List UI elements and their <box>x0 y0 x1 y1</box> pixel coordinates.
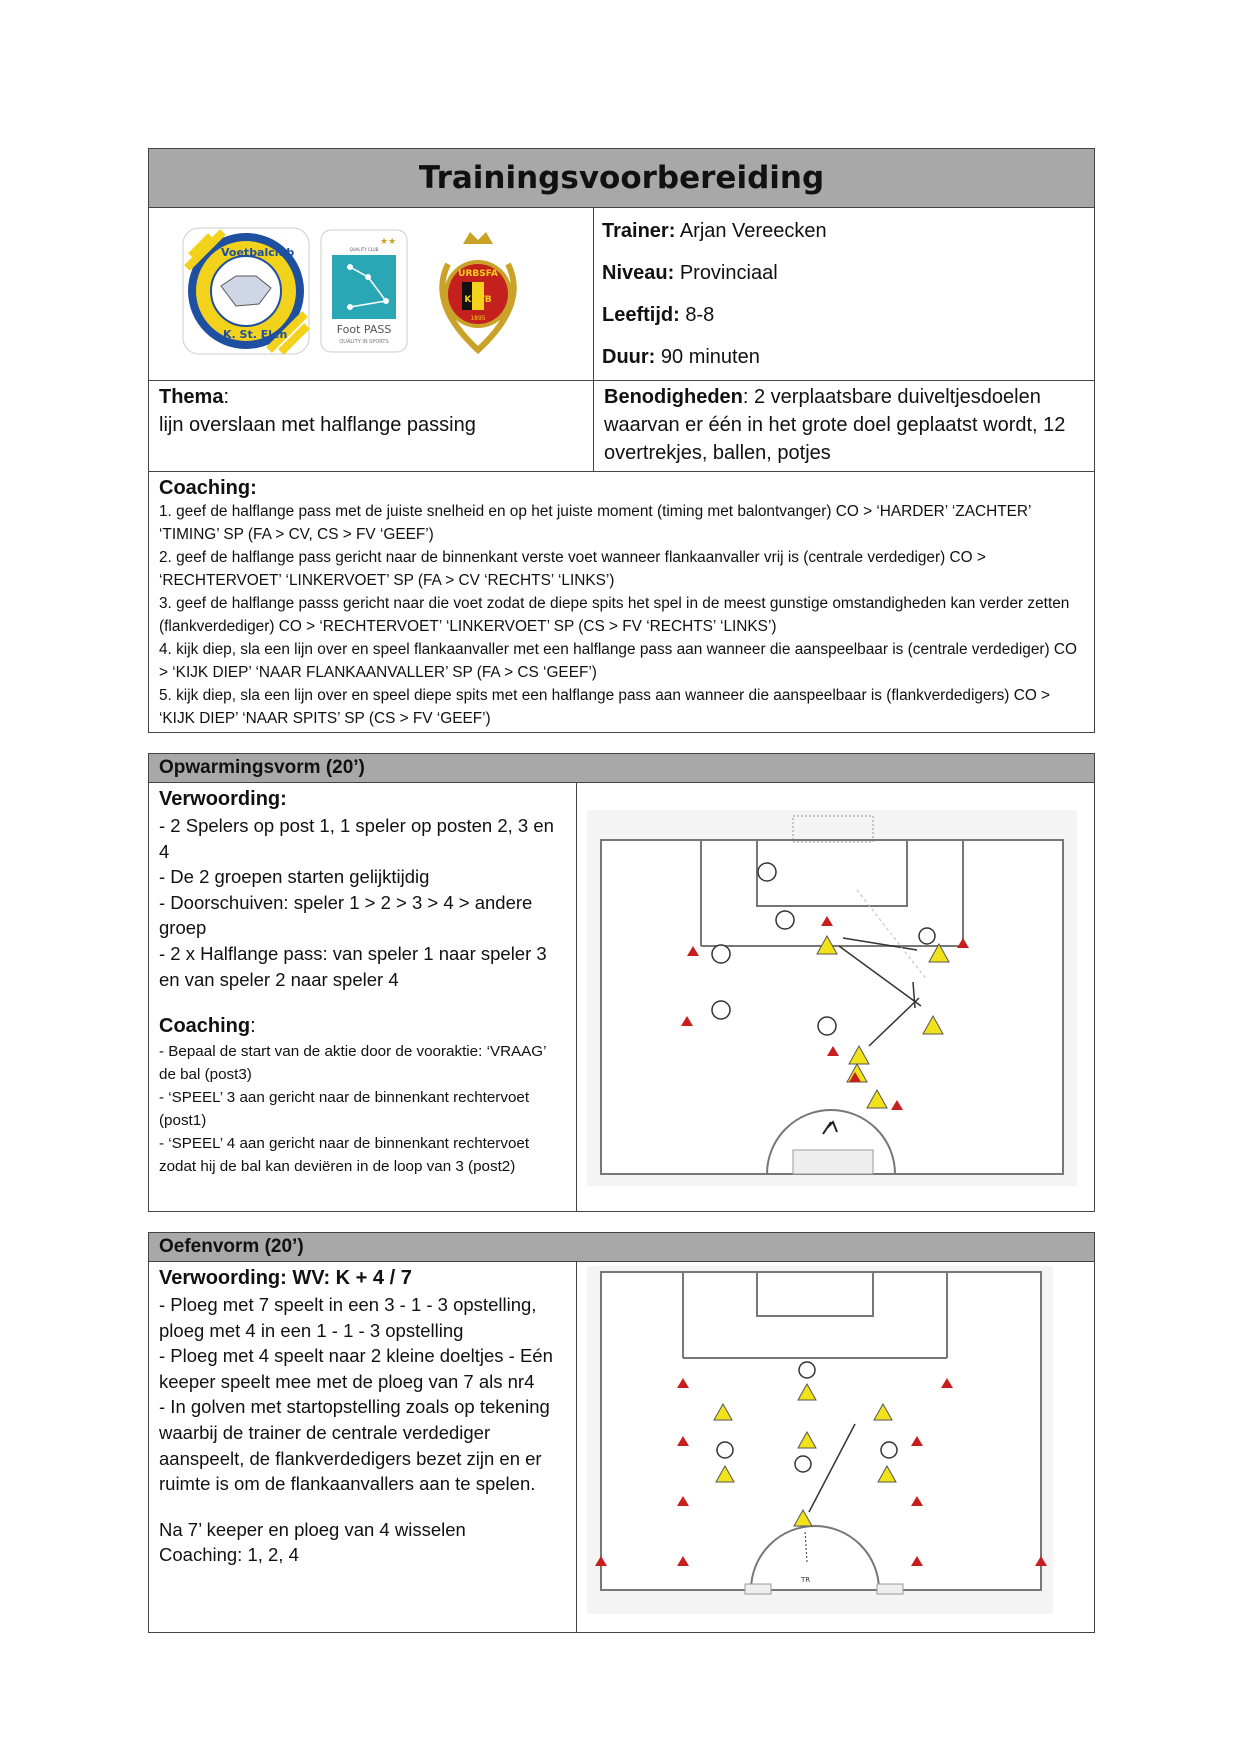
warmup-verwoording-title: Verwoording: <box>159 788 287 810</box>
exercise-diagram <box>587 1266 1053 1614</box>
warmup-coaching-title: Coaching <box>159 1015 251 1038</box>
exercise-verwoording-title: Verwoording: WV: K + 4 / 7 <box>159 1267 412 1289</box>
trainer-label: Trainer: <box>602 220 676 242</box>
exercise-description <box>149 1262 577 1633</box>
training-sheet <box>148 148 1094 1633</box>
footpass-name: Foot PASS <box>336 323 392 336</box>
svg-text:★★: ★★ <box>380 237 397 247</box>
warmup-title: Opwarmingsvorm (20’) <box>149 754 1095 783</box>
benodigheden-text: : 2 verplaatsbare duiveltjesdoelen waarvan er één in het grote doel geplaatst wordt, 12 overtrekjes, ballen, potjes <box>604 386 1066 464</box>
trainer-mark: TR <box>801 1576 811 1584</box>
trainer-info <box>594 208 1095 381</box>
club-text-bottom: K. St. Elen <box>223 328 288 341</box>
thema-text: lijn overslaan met halflange passing <box>159 414 476 436</box>
club-logo <box>181 226 311 356</box>
coaching-cell <box>149 472 1095 733</box>
leeftijd-label: Leeftijd: <box>602 304 680 326</box>
thema-cell: Thema: lijn overslaan met halflange passing <box>149 381 594 472</box>
warmup-coaching-line: - ‘SPEEL’ 3 aan gericht naar de binnenkant rechtervoet (post1) <box>159 1089 530 1130</box>
duur-value: 90 minuten <box>660 346 760 368</box>
coaching-title: Coaching: <box>159 477 257 499</box>
kbvb-top: URBSFA <box>458 269 498 279</box>
coaching-item: 2. geef de halflange pass gericht naar de binnenkant verste voet wanneer flankaanvaller vrij is (centrale verdediger) CO > ‘RECHTERVOET’ ‘LINKERVOET’ SP (FA > CV ‘RECHTS’ ‘LINKS’) <box>159 549 986 589</box>
club-text-top: Voetbalclub <box>221 246 295 259</box>
warmup-line: - Doorschuiven: speler 1 > 2 > 3 > 4 > andere groep <box>159 891 533 939</box>
page-title: Trainingsvoorbereiding <box>149 149 1095 208</box>
trainer-value: Arjan Vereecken <box>679 220 827 242</box>
footpass-top: QUALITY CLUB <box>349 247 379 252</box>
warmup-diagram <box>587 810 1077 1186</box>
coaching-item: 4. kijk diep, sla een lijn over en speel flankaanvaller met een halflange pass aan wanneer die aanspeelbaar is (centrale verdediger) CO > ‘KIJK DIEP’ ‘NAAR FLANKAANVALLER’ SP (FA > CS ‘GEEF’) <box>159 641 1077 681</box>
benodigheden-label: Benodigheden <box>604 386 743 408</box>
warmup-line: - 2 x Halflange pass: van speler 1 naar speler 3 en van speler 2 naar speler 4 <box>159 942 547 990</box>
kbvb-logo <box>428 224 528 354</box>
thema-label: Thema <box>159 386 224 408</box>
warmup-description: Verwoording: - 2 Spelers op post 1, 1 speler op posten 2, 3 en 4 - De 2 groepen starten gelijktijdig - Doorschuiven: speler 1 > 2 > 3 > 4 > andere groep - 2 x Halflange pass: van speler 1 naar speler 3 en van speler 2 naar speler 4 Coaching: - Bepaal de start van de aktie door de vooraktie: ‘VRAAG’ de bal (post3) - ‘SPEEL’ 3 aan gericht naar de binnenkant rechtervoet (post1) - ‘SPEEL’ 4 aan gericht naar de binnenkant rechtervoet zodat hij de bal kan deviëren in de loop van 3 (post2) <box>149 783 577 1212</box>
kbvb-year: 1895 <box>470 315 486 322</box>
exercise-table <box>148 1232 1095 1633</box>
duur-label: Duur: <box>602 346 656 368</box>
exercise-footer-line: Coaching: 1, 2, 4 <box>159 1544 299 1566</box>
warmup-line: - 2 Spelers op post 1, 1 speler op posten 2, 3 en 4 <box>159 815 554 862</box>
coaching-item: 5. kijk diep, sla een lijn over en speel diepe spits met een halflange pass aan wanneer die aanspeelbaar is (flankverdedigers) CO > ‘KIJK DIEP’ ‘NAAR SPITS’ SP (CS > FV ‘GEEF’) <box>159 687 1051 727</box>
warmup-diagram-cell <box>577 783 1095 1212</box>
niveau-label: Niveau: <box>602 262 675 284</box>
warmup-coaching-line: - ‘SPEEL’ 4 aan gericht naar de binnenkant rechtervoet zodat hij de bal kan deviëren in de loop van 3 (post2) <box>159 1135 530 1176</box>
exercise-line: - Ploeg met 4 speelt naar 2 kleine doeltjes - Eén keeper speelt mee met de ploeg van 7 als nr4 <box>159 1345 553 1392</box>
coaching-list <box>149 500 1094 732</box>
footpass-sub: QUALITY IN SPORTS <box>339 339 389 345</box>
coaching-item: 1. geef de halflange pass met de juiste snelheid en op het juiste moment (timing met balontvanger) CO > ‘HARDER’ ‘ZACHTER’ ‘TIMING’ SP (FA > CV, CS > FV ‘GEEF’) <box>159 503 1031 543</box>
warmup-table <box>148 753 1095 1212</box>
warmup-line: - De 2 groepen starten gelijktijdig <box>159 866 430 888</box>
logos-cell <box>149 208 594 381</box>
exercise-line: - Ploeg met 7 speelt in een 3 - 1 - 3 opstelling, ploeg met 4 in een 1 - 1 - 3 opstelling <box>159 1294 537 1341</box>
coaching-item: 3. geef de halflange passs gericht naar die voet zodat de diepe spits het spel in de meest gunstige omstandigheden kan verder zetten (flankverdediger) CO > ‘RECHTERVOET’ ‘LINKERVOET’ SP (CS > FV ‘RECHTS’ ‘LINKS’) <box>159 595 1070 635</box>
leeftijd-value: 8-8 <box>685 304 715 326</box>
footpass-logo <box>320 229 408 353</box>
exercise-footer-line: Na 7’ keeper en ploeg van 4 wisselen <box>159 1518 466 1540</box>
header-table <box>148 148 1095 733</box>
warmup-coaching-line: - Bepaal de start van de aktie door de vooraktie: ‘VRAAG’ de bal (post3) <box>159 1043 546 1084</box>
kbvb-bottom: KBVB <box>464 295 492 305</box>
benodigheden-cell <box>594 381 1095 472</box>
exercise-title: Oefenvorm (20’) <box>149 1233 1095 1262</box>
exercise-line: - In golven met startopstelling zoals op tekening waarbij de trainer de centrale verdediger aanspeelt, de flankverdedigers bezet zijn en er ruimte is om de flankaanvallers aan te spelen. <box>159 1396 550 1495</box>
exercise-diagram-cell <box>577 1262 1095 1633</box>
niveau-value: Provinciaal <box>679 262 778 284</box>
